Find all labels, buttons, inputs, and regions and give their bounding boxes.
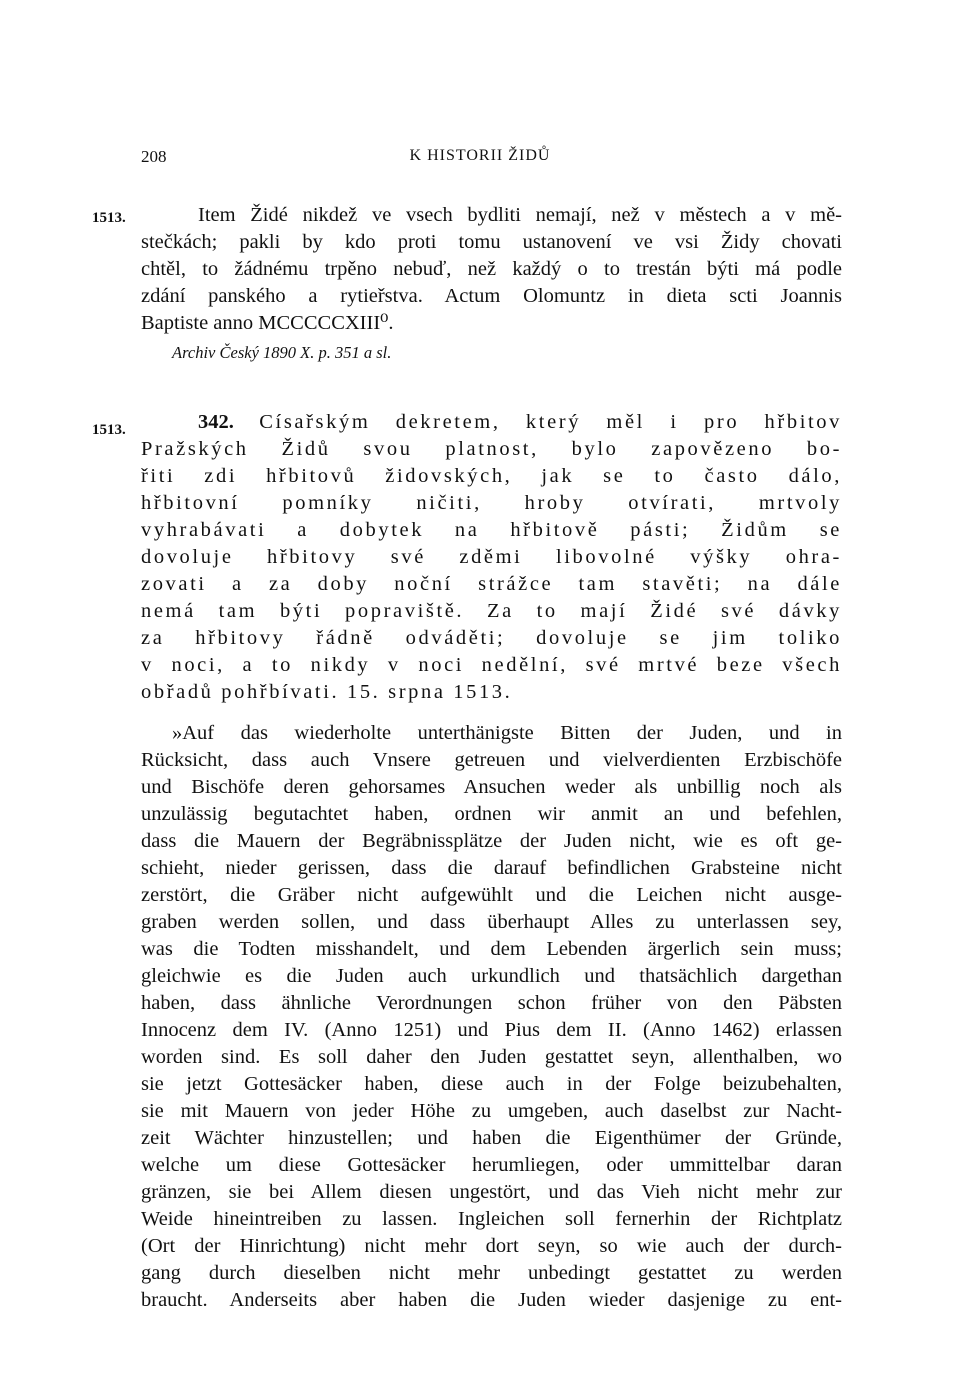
quote-line: zerstört, die Gräber nicht aufgewühlt und die Leichen nicht ausge- [141, 884, 842, 906]
text-line: Pražských Židů svou platnost, bylo zapovězeno bo- [141, 438, 842, 460]
text-line: chtěl, to žádnému trpěno nebuď, než každý o to trestán býti má podle [141, 258, 842, 280]
quote-line: Innocenz dem IV. (Anno 1251) und Pius dem II. (Anno 1462) erlassen [141, 1019, 842, 1041]
margin-year: 1513. [92, 210, 126, 226]
source-citation: Archiv Český 1890 X. p. 351 a sl. [172, 343, 392, 362]
entry-number: 342. [198, 411, 234, 433]
quote-line: braucht. Anderseits aber haben die Juden wieder dasjenige zu ent- [141, 1289, 842, 1311]
quote-line: haben, dass ähnliche Verordnungen schon früher von den Päbsten [141, 992, 842, 1014]
quote-line: gang durch dieselben nicht mehr unbedingt gestattet zu werden [141, 1262, 842, 1284]
page-number: 208 [141, 147, 167, 166]
quote-line: worden sind. Es soll daher den Juden gestattet seyn, allenthalben, wo [141, 1046, 842, 1068]
text-line: řiti zdi hřbitovů židovských, jak se to často dálo, [141, 465, 842, 487]
quote-line: (Ort der Hinrichtung) nicht mehr dort seyn, so wie auch der durch- [141, 1235, 842, 1257]
text-line: za hřbitovy řádně odváděti; dovoluje se jim toliko [141, 627, 842, 649]
text-line: zovati a za doby noční strážce tam stavěti; na dále [141, 573, 842, 595]
text-line: Item Židé nikdež ve vsech bydliti nemají, než v městech a v mě- [198, 204, 842, 226]
running-head: K HISTORII ŽIDŮ [409, 147, 551, 164]
quote-line: zeit Wächter hinzustellen; und haben die Eigenthümer der Gründe, [141, 1127, 842, 1149]
entry-first-line: Císařským dekretem, který měl i pro hřbitov [259, 411, 842, 433]
text-line: vyhrabávati a dobytek na hřbitově pásti; Židům se [141, 519, 842, 541]
quote-line: gleichwie es die Juden auch urkundlich und thatsächlich dargethan [141, 965, 842, 987]
quote-line: was die Todten misshandelt, und dem Lebenden ärgerlich sein muss; [141, 938, 842, 960]
quote-line: welche um diese Gottesäcker herumliegen, oder ummittelbar daran [141, 1154, 842, 1176]
quote-line: gränzen, sie bei Allem diesen ungestört, und das Vieh nicht mehr zur [141, 1181, 842, 1203]
text-line: dovoluje hřbitovy své zděmi libovolné výšky ohra- [141, 546, 842, 568]
text-line: stečkách; pakli by kdo proti tomu ustanovení ve vsi Židy chovati [141, 231, 842, 253]
quote-line: graben werden sollen, und dass überhaupt Alles zu unterlassen sey, [141, 911, 842, 933]
margin-year: 1513. [92, 422, 126, 438]
quote-line: dass die Mauern der Begräbnissplätze der Juden nicht, wie es oft ge- [141, 830, 842, 852]
text-line: v noci, a to nikdy v noci nedělní, své mrtvé beze všech [141, 654, 842, 676]
quote-line: »Auf das wiederholte unterthänigste Bitten der Juden, und in [172, 722, 842, 744]
quote-line: Weide hineintreiben zu lassen. Ingleichen soll fernerhin der Richtplatz [141, 1208, 842, 1230]
text-line: nemá tam býti popraviště. Za to mají Židé své dávky [141, 600, 842, 622]
text-line: hřbitovní pomníky ničiti, hroby otvírati, mrtvoly [141, 492, 842, 514]
quote-line: unzulässig begutachtet haben, ordnen wir anmit an und befehlen, [141, 803, 842, 825]
quote-line: und Bischöfe deren gehorsames Ansuchen weder als unbillig noch als [141, 776, 842, 798]
quote-line: sie mit Mauern von jeder Höhe zu umgeben, auch daselbst zur Nacht- [141, 1100, 842, 1122]
text-line [141, 409, 842, 436]
text-line: obřadů pohřbívati. 15. srpna 1513. [141, 681, 513, 703]
quote-line: Rücksicht, dass auch Vnsere getreuen und vielverdienten Erzbischöfe [141, 749, 842, 771]
text-line: Baptiste anno MCCCCCXIII⁰. [141, 312, 394, 334]
quote-line: sie jetzt Gottesäcker haben, diese auch in der Folge beizubehalten, [141, 1073, 842, 1095]
text-line: zdání panského a rytieřstva. Actum Olomuntz in dieta scti Joannis [141, 285, 842, 307]
quote-line: schieht, nieder gerissen, dass die darauf befindlichen Grabsteine nicht [141, 857, 842, 879]
